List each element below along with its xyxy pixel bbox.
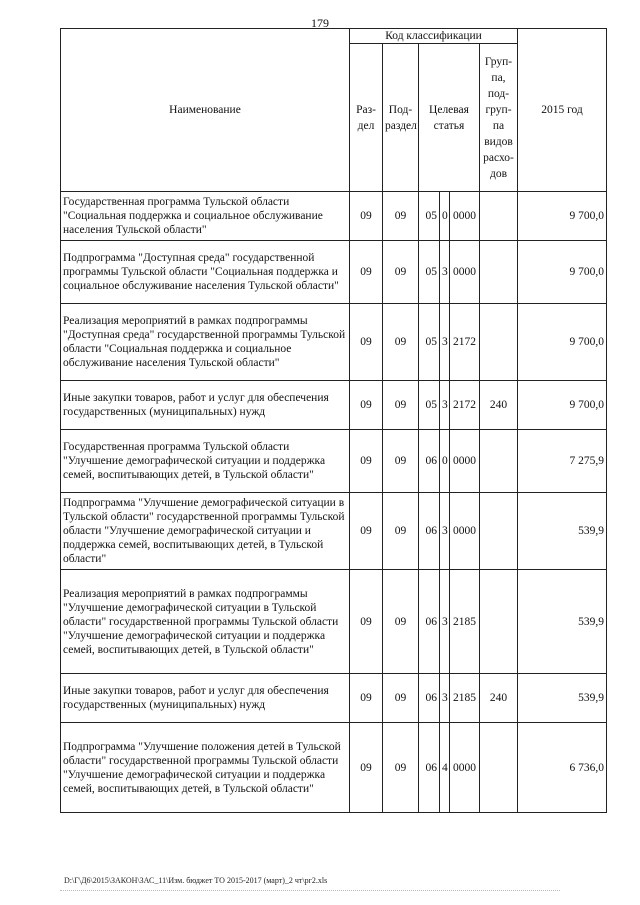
row-target-subprogram: 0	[440, 430, 450, 493]
row-group	[480, 241, 518, 304]
budget-table	[60, 28, 607, 813]
row-target-program: 05	[419, 241, 440, 304]
row-target-code: 0000	[450, 493, 480, 570]
row-amount: 9 700,0	[518, 241, 607, 304]
row-podrazdel: 09	[383, 241, 419, 304]
row-podrazdel: 09	[383, 723, 419, 813]
row-amount: 6 736,0	[518, 723, 607, 813]
row-podrazdel: 09	[383, 304, 419, 381]
row-podrazdel: 09	[383, 674, 419, 723]
row-podrazdel: 09	[383, 430, 419, 493]
row-group	[480, 723, 518, 813]
bottom-rule	[60, 890, 560, 891]
table-row	[61, 192, 607, 241]
row-razdel: 09	[350, 241, 383, 304]
row-razdel: 09	[350, 723, 383, 813]
table-row	[61, 674, 607, 723]
table-row	[61, 570, 607, 674]
row-target-subprogram: 3	[440, 570, 450, 674]
row-razdel: 09	[350, 304, 383, 381]
row-target-code: 0000	[450, 723, 480, 813]
row-target-code: 2172	[450, 304, 480, 381]
header-podrazdel: Под- раздел	[383, 44, 419, 192]
row-target-program: 05	[419, 381, 440, 430]
row-target-code: 0000	[450, 192, 480, 241]
header-code-group: Код классификации	[350, 29, 518, 44]
table-row	[61, 381, 607, 430]
row-target-subprogram: 4	[440, 723, 450, 813]
row-name: Государственная программа Тульской области "Улучшение демографической ситуации и поддержка семей, воспитывающих детей, в Тульской области"	[61, 430, 350, 493]
page-number: 179	[311, 16, 329, 30]
header-target: Целевая статья	[419, 44, 480, 192]
row-amount: 9 700,0	[518, 304, 607, 381]
row-target-program: 06	[419, 723, 440, 813]
row-podrazdel: 09	[383, 192, 419, 241]
row-target-subprogram: 3	[440, 381, 450, 430]
header-year: 2015 год	[518, 29, 607, 192]
header-razdel: Раз- дел	[350, 44, 383, 192]
row-podrazdel: 09	[383, 493, 419, 570]
row-target-program: 06	[419, 430, 440, 493]
row-razdel: 09	[350, 493, 383, 570]
table-row	[61, 430, 607, 493]
row-group: 240	[480, 381, 518, 430]
row-target-subprogram: 3	[440, 493, 450, 570]
row-target-subprogram: 3	[440, 241, 450, 304]
table-row	[61, 723, 607, 813]
row-amount: 539,9	[518, 570, 607, 674]
row-target-program: 06	[419, 674, 440, 723]
row-target-subprogram: 3	[440, 674, 450, 723]
row-razdel: 09	[350, 430, 383, 493]
row-target-code: 0000	[450, 241, 480, 304]
row-podrazdel: 09	[383, 570, 419, 674]
row-amount: 9 700,0	[518, 381, 607, 430]
row-amount: 7 275,9	[518, 430, 607, 493]
row-name: Подпрограмма "Улучшение демографической ситуации в Тульской области" государственной программы Тульской области "Улучшение демографической ситуации и поддержка семей, воспитывающих детей, в Тульской области"	[61, 493, 350, 570]
row-name: Подпрограмма "Доступная среда" государственной программы Тульской области "Социальная поддержка и социальное обслуживание населения Тульской области"	[61, 241, 350, 304]
row-group	[480, 304, 518, 381]
row-razdel: 09	[350, 192, 383, 241]
row-razdel: 09	[350, 674, 383, 723]
row-group	[480, 493, 518, 570]
row-podrazdel: 09	[383, 381, 419, 430]
row-target-program: 05	[419, 192, 440, 241]
table-row	[61, 241, 607, 304]
table-row	[61, 493, 607, 570]
row-group	[480, 430, 518, 493]
row-target-subprogram: 0	[440, 192, 450, 241]
table-row	[61, 304, 607, 381]
row-amount: 9 700,0	[518, 192, 607, 241]
row-group	[480, 192, 518, 241]
row-target-subprogram: 3	[440, 304, 450, 381]
header-name: Наименование	[61, 29, 350, 192]
row-group	[480, 570, 518, 674]
row-amount: 539,9	[518, 674, 607, 723]
row-target-program: 05	[419, 304, 440, 381]
row-name: Реализация мероприятий в рамках подпрограммы "Улучшение демографической ситуации в Тульской области" государственной программы Тульской области "Улучшение демографической ситуации и поддержка семей, воспитывающих детей, в Тульской области"	[61, 570, 350, 674]
header-group: Груп- па, под- груп- па видов расхо- дов	[480, 44, 518, 192]
row-name: Реализация мероприятий в рамках подпрограммы "Доступная среда" государственной программы Тульской области "Социальная поддержка и социальное обслуживание населения Тульской области"	[61, 304, 350, 381]
row-group: 240	[480, 674, 518, 723]
row-target-code: 2185	[450, 570, 480, 674]
row-name: Подпрограмма "Улучшение положения детей в Тульской области" государственной программы Тульской области "Улучшение демографической ситуации и поддержка семей, воспитывающих детей, в Тульской области"	[61, 723, 350, 813]
footer-file-path: D:\Г\Д6\2015\ЗАКОН\ЗАС_11\Изм. бюджет ТО 2015-2017 (март)_2 чт\рг2.xls	[64, 876, 328, 885]
row-target-code: 2185	[450, 674, 480, 723]
row-target-code: 0000	[450, 430, 480, 493]
row-target-code: 2172	[450, 381, 480, 430]
row-target-program: 06	[419, 570, 440, 674]
row-razdel: 09	[350, 570, 383, 674]
row-target-program: 06	[419, 493, 440, 570]
row-name: Государственная программа Тульской области "Социальная поддержка и социальное обслуживание населения Тульской области"	[61, 192, 350, 241]
row-razdel: 09	[350, 381, 383, 430]
header-row-top	[61, 29, 607, 44]
row-name: Иные закупки товаров, работ и услуг для обеспечения государственных (муниципальных) нужд	[61, 381, 350, 430]
row-amount: 539,9	[518, 493, 607, 570]
row-name: Иные закупки товаров, работ и услуг для обеспечения государственных (муниципальных) нужд	[61, 674, 350, 723]
